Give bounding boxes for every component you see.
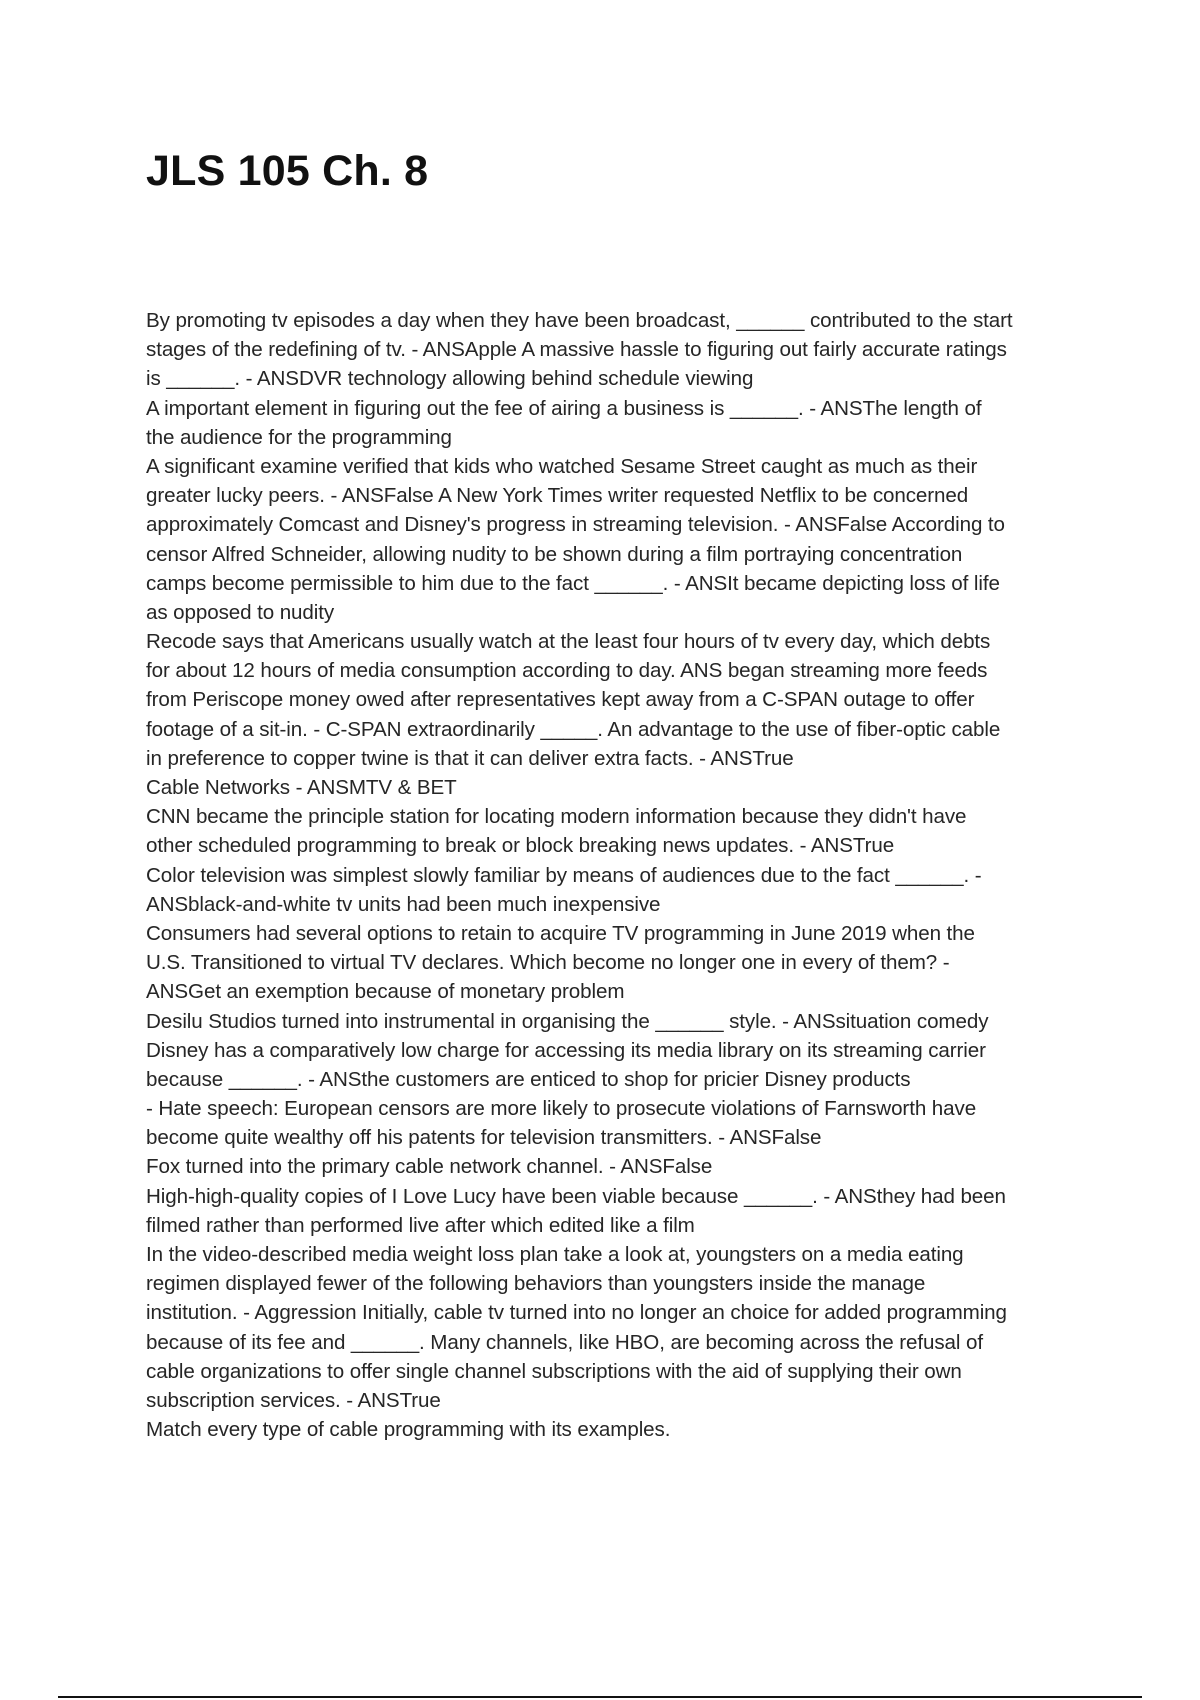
text-line: greater lucky peers. - ANSFalse A New York Times writer requested Netflix to be concerned	[146, 484, 969, 508]
text-line: other scheduled programming to break or block breaking news updates. - ANSTrue	[146, 834, 895, 858]
text-line: as opposed to nudity	[146, 600, 335, 624]
text-line: subscription services. - ANSTrue	[146, 1388, 441, 1412]
text-line: because ______. - ANSthe customers are enticed to shop for pricier Disney products	[146, 1067, 911, 1091]
text-line: footage of a sit-in. - C-SPAN extraordinarily _____. An advantage to the use of fiber-optic cable	[146, 717, 1001, 741]
text-line: By promoting tv episodes a day when they have been broadcast, ______ contributed to the start	[146, 309, 1013, 332]
text-line: regimen displayed fewer of the following behaviors than youngsters inside the manage	[146, 1272, 926, 1296]
text-line: Desilu Studios turned into instrumental in organising the ______ style. - ANSsituation comedy	[146, 1009, 989, 1033]
text-line: A important element in figuring out the fee of airing a business is ______. - ANSThe length of	[146, 396, 982, 420]
text-line: In the video-described media weight loss plan take a look at, youngsters on a media eating	[146, 1243, 964, 1266]
text-line: censor Alfred Schneider, allowing nudity to be shown during a film portraying concentration	[146, 542, 963, 566]
text-line: Cable Networks - ANSMTV & BET	[146, 776, 457, 799]
text-line: High-high-quality copies of I Love Lucy have been viable because ______. - ANSthey had been	[146, 1184, 1006, 1208]
text-line: ANSGet an exemption because of monetary problem	[146, 980, 625, 1004]
text-line: is ______. - ANSDVR technology allowing behind schedule viewing	[146, 367, 754, 391]
text-line: because of its fee and ______. Many channels, like HBO, are becoming across the refusal of	[146, 1330, 983, 1354]
text-line: become quite wealthy off his patents for television transmitters. - ANSFalse	[146, 1126, 822, 1150]
text-line: filmed rather than performed live after which edited like a film	[146, 1213, 695, 1237]
text-line: in preference to copper twine is that it can deliver extra facts. - ANSTrue	[146, 746, 794, 770]
text-line: A significant examine verified that kids who watched Sesame Street caught as much as their	[146, 454, 978, 478]
text-line: Recode says that Americans usually watch at the least four hours of tv every day, which debts	[146, 630, 991, 654]
text-line: cable organizations to offer single channel subscriptions with the aid of supplying their own	[146, 1359, 962, 1383]
page-title: JLS 105 Ch. 8	[146, 147, 429, 195]
text-line: CNN became the principle station for locating modern information because they didn't have	[146, 805, 967, 829]
footer-divider	[58, 1696, 1142, 1698]
text-line: camps become permissible to him due to the fact ______. - ANSIt became depicting loss of life	[146, 571, 1000, 595]
text-line: institution. - Aggression Initially, cable tv turned into no longer an choice for added programming	[146, 1301, 1007, 1325]
text-line: - Hate speech: European censors are more likely to prosecute violations of Farnsworth have	[146, 1097, 977, 1121]
text-line: stages of the redefining of tv. - ANSApple A massive hassle to figuring out fairly accurate ratings	[146, 338, 1007, 362]
text-line: the audience for the programming	[146, 425, 452, 449]
text-line: for about 12 hours of media consumption according to day. ANS began streaming more feeds	[146, 659, 988, 683]
document-body	[146, 306, 1096, 1444]
text-line: Match every type of cable programming with its examples.	[146, 1418, 671, 1442]
text-line: from Periscope money owed after representatives kept away from a C-SPAN outage to offer	[146, 688, 975, 712]
text-line: Fox turned into the primary cable network channel. - ANSFalse	[146, 1155, 713, 1179]
text-line: Disney has a comparatively low charge for accessing its media library on its streaming carrier	[146, 1038, 986, 1062]
text-line: Color television was simplest slowly familiar by means of audiences due to the fact ______. -	[146, 863, 982, 887]
text-line: Consumers had several options to retain to acquire TV programming in June 2019 when the	[146, 921, 975, 945]
text-line: U.S. Transitioned to virtual TV declares. Which become no longer one in every of them? -	[146, 951, 950, 975]
text-line: approximately Comcast and Disney's progress in streaming television. - ANSFalse According to	[146, 513, 1005, 537]
text-line: ANSblack-and-white tv units had been much inexpensive	[146, 892, 661, 916]
